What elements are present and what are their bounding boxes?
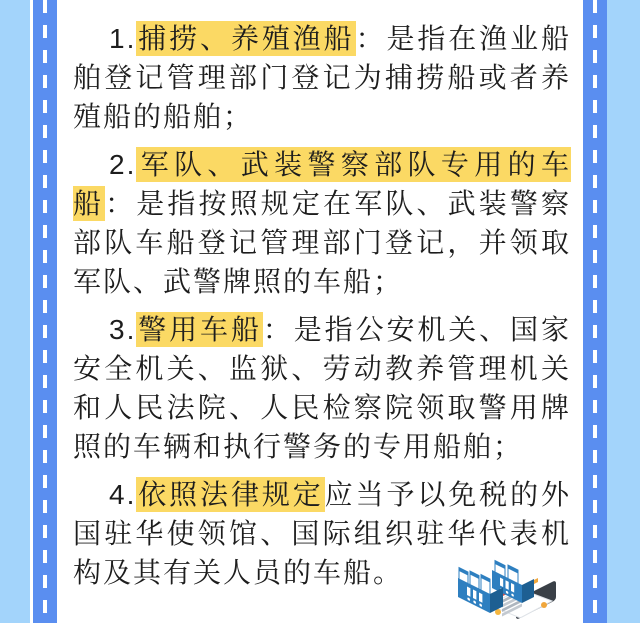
paragraph-item-3 bbox=[73, 310, 571, 466]
paragraph-text: ：是指按照规定在军队、武装警察部队车船登记管理部门登记，并领取军队、武警牌照的车船； bbox=[73, 188, 571, 297]
list-number: 2. bbox=[109, 149, 137, 180]
paragraph-text: ：是指在渔业船舶登记管理部门登记为捕捞船或者养殖船的船舶； bbox=[73, 23, 571, 132]
list-number: 3. bbox=[109, 314, 137, 345]
list-number: 4. bbox=[109, 479, 137, 510]
binders-documents-illustration bbox=[452, 556, 570, 622]
list-number: 1. bbox=[109, 23, 137, 54]
paragraph-text: ：是指公安机关、国家安全机关、监狱、劳动教养管理机关和人民法院、人民检察院领取警用牌照的车辆和执行警务的专用船舶； bbox=[73, 314, 571, 462]
article-body bbox=[73, 19, 571, 601]
paragraph-item-2 bbox=[73, 145, 571, 301]
paragraph-item-1 bbox=[73, 19, 571, 136]
right-dash-line bbox=[593, 0, 597, 623]
paragraph-text: 应当予以免税的外国驻华使领馆、国际组织驻华代表机构及其有关人员的车船。 bbox=[73, 479, 571, 588]
left-dashed-bar bbox=[33, 0, 57, 623]
highlight-text: 依照法律规定 bbox=[137, 479, 324, 510]
left-dash-line bbox=[43, 0, 47, 623]
highlight-text: 警用车船 bbox=[137, 314, 262, 345]
highlight-text: 军队、武装警察部队专用的车船 bbox=[73, 149, 571, 219]
highlight-text: 捕捞、养殖渔船 bbox=[137, 23, 355, 54]
right-edge-strip bbox=[607, 0, 640, 623]
right-dashed-bar bbox=[583, 0, 607, 623]
left-edge-strip bbox=[0, 0, 30, 623]
